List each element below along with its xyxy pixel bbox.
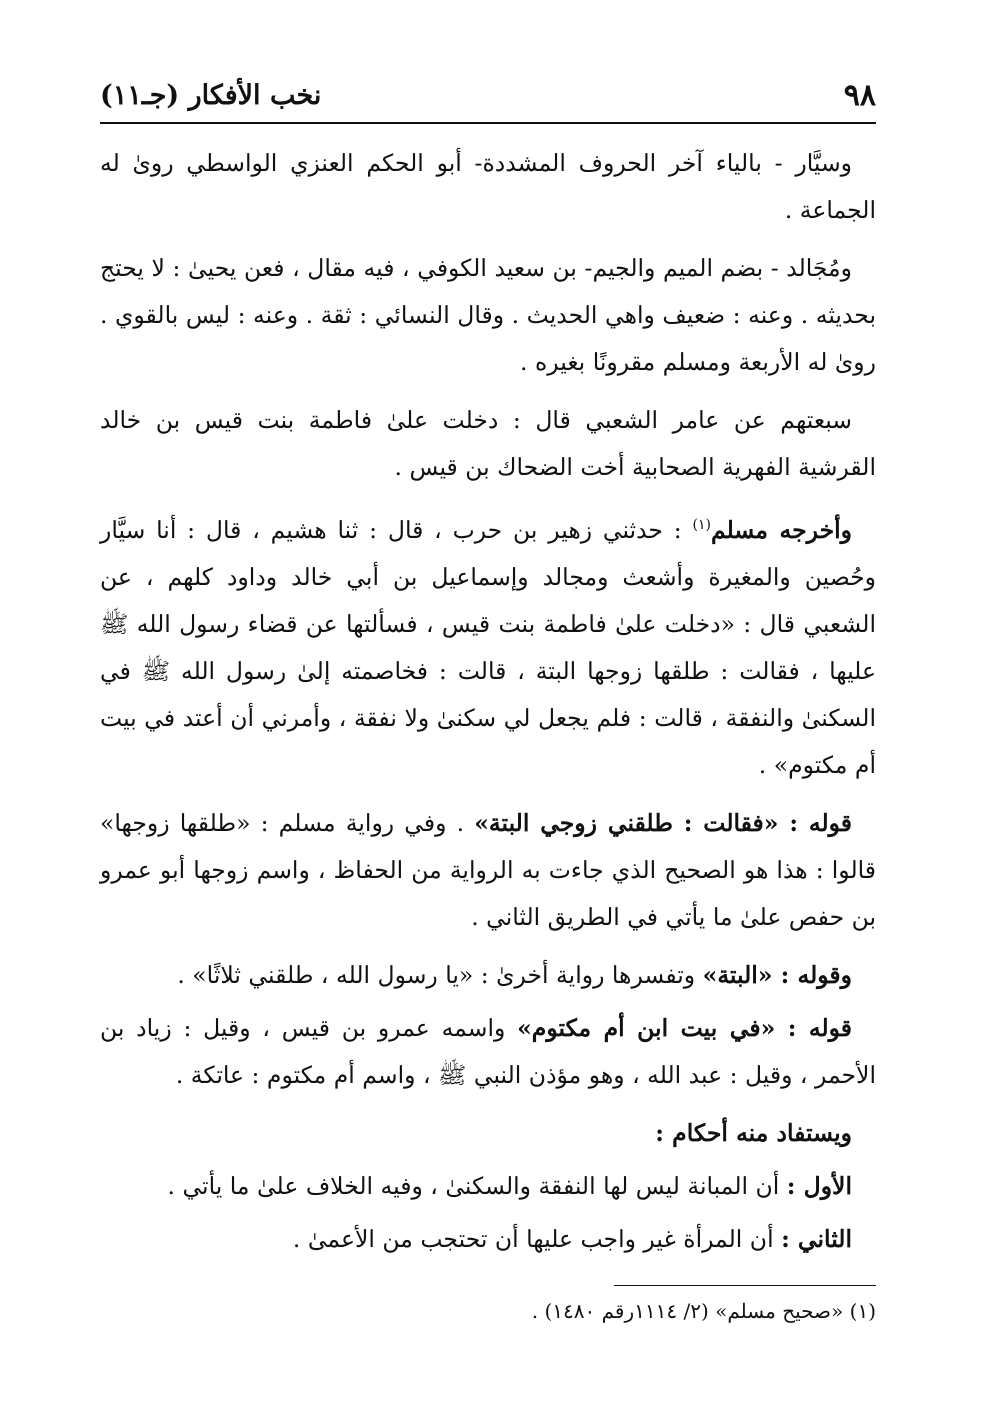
running-title: نخب الأفكار (جـ١١) (100, 80, 322, 111)
paragraph-ruling-second (100, 1216, 876, 1263)
lead-text: الثاني : (781, 1224, 852, 1253)
page-header (100, 76, 876, 120)
page-body (100, 140, 876, 1269)
footnote: (١) «صحيح مسلم» (٢/ ١١١٤رقم ١٤٨٠) . (531, 1299, 876, 1323)
lead-text: الأول : (786, 1171, 852, 1200)
paragraph-commentary-albatta (100, 952, 876, 999)
body-text: : حدثني زهير بن حرب ، قال : ثنا هشيم ، قال : أنا سيَّار وحُصين والمغيرة وأشعث ومجالد وإسماعيل بن أبي خالد وداود كلهم ، عن الشعبي قال : «دخلت علىٰ فاطمة بنت قيس ، فسألتها عن قضاء رسول الله ﷺ عليها ، فقالت : طلقها زوجها البتة ، قالت : فخاصمته إلىٰ رسول الله ﷺ في السكنىٰ والنفقة ، قالت : فلم يجعل لي سكنىٰ ولا نفقة ، وأمرني أن أعتد في بيت أم مكتوم» . (100, 515, 876, 779)
lead-text: قوله : «فقالت : طلقني زوجي البتة» (474, 808, 852, 837)
lead-text: قوله : «في بيت ابن أم مكتوم» (517, 1013, 852, 1042)
paragraph-shabi: سبعتهم عن عامر الشعبي قال : دخلت علىٰ فاطمة بنت قيس بن خالد القرشية الفهرية الصحابية أخت الضحاك بن قيس . (100, 406, 876, 481)
paragraph-sayyar: وسيَّار - بالياء آخر الحروف المشددة- أبو الحكم العنزي الواسطي روىٰ له الجماعة . (100, 149, 876, 224)
footnote-divider (614, 1285, 876, 1286)
body-text: . وفي رواية مسلم : «طلقها زوجها» قالوا : هذا هو الصحيح الذي جاءت به الرواية من الحفاظ ، واسم زوجها أبو عمرو بن حفص علىٰ ما يأتي في الطريق الثاني . (100, 808, 876, 931)
paragraph-commentary-umm-maktum (100, 1005, 876, 1099)
paragraph-commentary-divorce (100, 800, 876, 941)
paragraph-mujalid: ومُجَالد - بضم الميم والجيم- بن سعيد الكوفي ، فيه مقال ، فعن يحيىٰ : لا يحتج بحديثه . وعنه : ضعيف واهي الحديث . وقال النسائي : ثقة . وعنه : ليس بالقوي . روىٰ له الأربعة ومسلم مقرونًا بغيره . (100, 254, 876, 376)
body-text: أن المبانة ليس لها النفقة والسكنىٰ ، وفيه الخلاف علىٰ ما يأتي . (167, 1171, 787, 1200)
lead-text: وقوله : «البتة» (702, 960, 852, 989)
body-text: واسمه عمرو بن قيس ، وقيل : زياد بن الأحمر ، وقيل : عبد الله ، وهو مؤذن النبي ﷺ ، واسم أم مكتوم : عاتكة . (100, 1013, 876, 1089)
paragraph-muslim-narration (100, 502, 876, 789)
paragraph-ruling-first (100, 1163, 876, 1210)
body-text: أن المرأة غير واجب عليها أن تحتجب من الأعمىٰ . (292, 1224, 782, 1253)
footnote-reference: (١) (692, 517, 711, 533)
paragraph-rulings-heading: ويستفاد منه أحكام : (655, 1118, 852, 1147)
page-number: ٩٨ (843, 78, 876, 113)
header-divider (100, 122, 876, 124)
lead-text: وأخرجه مسلم (711, 515, 853, 544)
body-text: وتفسرها رواية أخرىٰ : «يا رسول الله ، طلقني ثلاثًا» . (177, 960, 703, 989)
